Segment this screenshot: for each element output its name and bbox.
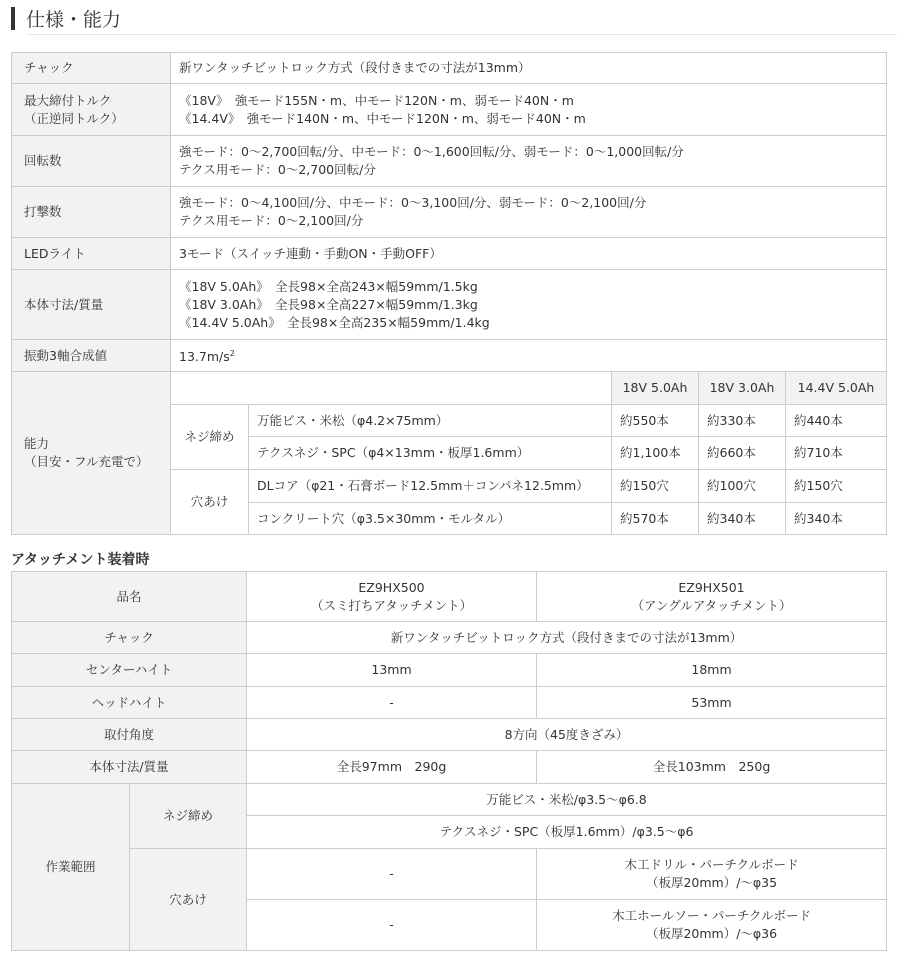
spec-label [12, 84, 171, 136]
value-line: 木工ドリル・パーチクルボード [624, 857, 799, 872]
capacity-group-label: ネジ締め [171, 405, 249, 470]
spec-label [12, 372, 171, 535]
spec-value-line: 《14.4V 5.0Ah》 全長98×全高235×幅59mm/1.4kg [179, 314, 490, 330]
attachment-row-head [12, 687, 887, 719]
attachment-label: チャック [12, 622, 247, 654]
attachment-label: 作業範囲 [12, 784, 130, 951]
capacity-value: 約440本 [786, 405, 887, 437]
spec-value-line: 《14.4V》 強モード140N・m、中モード120N・m、弱モード40N・m [179, 110, 586, 126]
spec-label: チャック [12, 53, 171, 84]
spec-row-rpm [12, 136, 887, 187]
capacity-value: 約340本 [699, 503, 786, 535]
spec-value [171, 84, 887, 136]
attachment-row-name [12, 572, 887, 622]
capacity-column-header: 14.4V 5.0Ah [786, 372, 887, 405]
spec-value [171, 136, 887, 187]
attachment-value: 53mm [537, 687, 887, 719]
capacity-item: テクスネジ・SPC（φ4×13mm・板厚1.6mm） [249, 437, 612, 470]
attachment-label: ヘッドハイト [12, 687, 247, 719]
spec-row-led [12, 238, 887, 270]
value-line: （板厚20mm）/～φ35 [645, 875, 778, 890]
spec-label-line: （目安・フル充電で） [24, 454, 149, 469]
section-header [11, 4, 897, 35]
attachment-row-dims [12, 751, 887, 784]
attachment-label: センターハイト [12, 654, 247, 687]
vibration-exponent: 2 [229, 348, 235, 358]
spec-value-line: 強モード：0～4,100回/分、中モード：0～3,100回/分、弱モード：0～2,100回/分 [179, 195, 647, 210]
attachment-model [247, 572, 537, 622]
work-sub-label: ネジ締め [130, 784, 247, 849]
attachment-value: 全長103mm 250g [537, 751, 887, 784]
spec-value-line: テクス用モード：0～2,700回転/分 [179, 162, 376, 177]
attachment-table [11, 571, 887, 951]
attachment-value: 全長97mm 290g [247, 751, 537, 784]
attachment-value: 13mm [247, 654, 537, 687]
spec-row-chuck [12, 53, 887, 84]
attachment-value [537, 900, 887, 951]
capacity-value: 約100穴 [699, 470, 786, 503]
vibration-value: 13.7m/s [179, 349, 230, 365]
capacity-value: 約330本 [699, 405, 786, 437]
spec-label: 本体寸法/質量 [12, 270, 171, 340]
attachment-value: 8方向（45度きざみ） [247, 719, 887, 751]
spec-label: LEDライト [12, 238, 171, 270]
spec-row-torque [12, 84, 887, 136]
spec-value [171, 270, 887, 340]
spec-value-line: テクス用モード：0～2,100回/分 [179, 213, 364, 228]
capacity-header-row [12, 372, 887, 405]
attachment-value: 万能ビス・米松/φ3.5～φ6.8 [247, 784, 887, 816]
attachment-value: 新ワンタッチビットロック方式（段付きまでの寸法が13mm） [247, 622, 887, 654]
attachment-row-work [12, 784, 887, 816]
capacity-header-blank [171, 372, 612, 405]
spec-value [171, 187, 887, 238]
capacity-value: 約710本 [786, 437, 887, 470]
attachment-value: - [247, 687, 537, 719]
spec-label-line: 能力 [24, 436, 50, 451]
attachment-row-center [12, 654, 887, 687]
attachment-value [537, 849, 887, 900]
spec-value [171, 340, 887, 372]
attachment-value: 18mm [537, 654, 887, 687]
capacity-column-header: 18V 3.0Ah [699, 372, 786, 405]
spec-value: 新ワンタッチビットロック方式（段付きまでの寸法が13mm） [171, 53, 887, 84]
spec-label-line: （正逆同トルク） [24, 110, 124, 126]
capacity-item: 万能ビス・米松（φ4.2×75mm） [249, 405, 612, 437]
model-number: EZ9HX500 [358, 579, 425, 595]
capacity-value: 約150穴 [786, 470, 887, 503]
capacity-value: 約550本 [612, 405, 699, 437]
capacity-column-header: 18V 5.0Ah [612, 372, 699, 405]
attachment-row-chuck [12, 622, 887, 654]
capacity-group-label: 穴あけ [171, 470, 249, 535]
work-sub-label: 穴あけ [130, 849, 247, 951]
attachment-label: 取付角度 [12, 719, 247, 751]
title-divider [26, 34, 897, 35]
attachment-row-angle [12, 719, 887, 751]
capacity-value: 約340本 [786, 503, 887, 535]
spec-value-line: 《18V 3.0Ah》 全長98×全高227×幅59mm/1.3kg [179, 296, 478, 312]
spec-row-vibration [12, 340, 887, 372]
value-line: 木工ホールソー・パーチクルボード [612, 908, 811, 923]
attachment-label: 本体寸法/質量 [12, 751, 247, 784]
model-description: （アングルアタッチメント） [631, 597, 792, 613]
attachment-value: - [247, 900, 537, 951]
attachment-model [537, 572, 887, 622]
spec-label: 打撃数 [12, 187, 171, 238]
spec-label-line: 最大締付トルク [24, 92, 112, 108]
attachment-label: 品名 [12, 572, 247, 622]
capacity-item: コンクリート穴（φ3.5×30mm・モルタル） [249, 503, 612, 535]
title-accent-bar [11, 7, 15, 30]
value-line: （板厚20mm）/～φ36 [645, 926, 778, 941]
attachment-value: - [247, 849, 537, 900]
capacity-value: 約570本 [612, 503, 699, 535]
attachment-row-work [12, 849, 887, 900]
model-description: （スミ打ちアタッチメント） [310, 597, 473, 613]
model-number: EZ9HX501 [678, 579, 745, 595]
spec-value-line: 《18V》 強モード155N・m、中モード120N・m、弱モード40N・m [179, 92, 574, 108]
spec-row-dims [12, 270, 887, 340]
attachment-section-title: アタッチメント装着時 [11, 552, 150, 568]
spec-label: 回転数 [12, 136, 171, 187]
capacity-value: 約150穴 [612, 470, 699, 503]
capacity-value: 約660本 [699, 437, 786, 470]
spec-table [11, 52, 887, 535]
attachment-value: テクスネジ・SPC（板厚1.6mm）/φ3.5～φ6 [247, 816, 887, 849]
spec-label: 振動3軸合成値 [12, 340, 171, 372]
spec-row-impact [12, 187, 887, 238]
spec-value-line: 強モード：0～2,700回転/分、中モード：0～1,600回転/分、弱モード：0～1,000回転/分 [179, 144, 684, 159]
capacity-item: DLコア（φ21・石膏ボード12.5mm＋コンパネ12.5mm） [249, 470, 612, 503]
page-title: 仕様・能力 [26, 9, 122, 31]
spec-value-line: 《18V 5.0Ah》 全長98×全高243×幅59mm/1.5kg [179, 278, 478, 294]
spec-value: 3モード（スイッチ連動・手動ON・手動OFF） [171, 238, 887, 270]
capacity-value: 約1,100本 [612, 437, 699, 470]
